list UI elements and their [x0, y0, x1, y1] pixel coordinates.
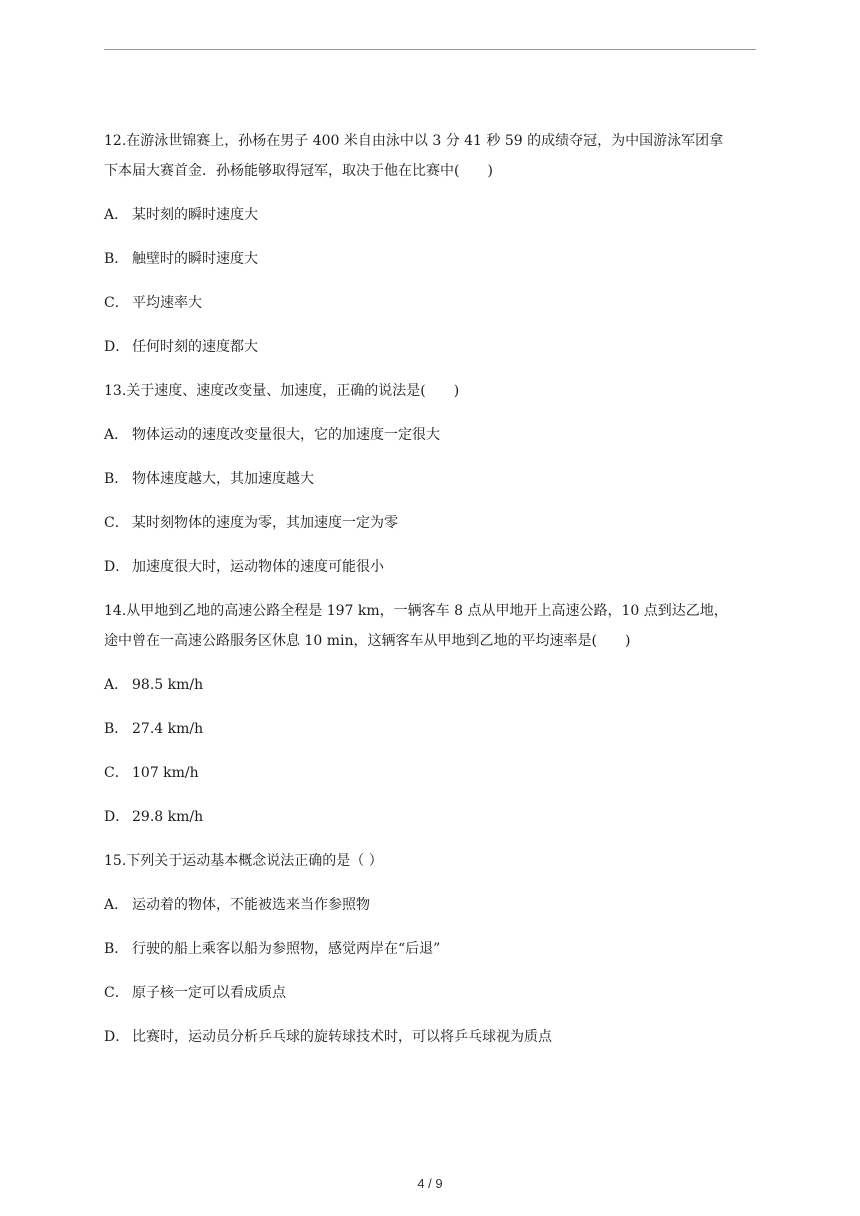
option-d: D． 加速度很大时，运动物体的速度可能很小 — [104, 559, 384, 575]
option-d: D． 29.8 km/h — [104, 809, 204, 825]
question-stem: 15.下列关于运动基本概念说法正确的是（ ） — [104, 853, 383, 869]
question-stem: 13.关于速度、速度改变量、加速度，正确的说法是( ) — [104, 383, 460, 399]
option-c: C． 107 km/h — [104, 765, 199, 781]
option-d: D． 任何时刻的速度都大 — [104, 339, 258, 355]
question-15 — [104, 846, 764, 1052]
option-a: A． 某时刻的瞬时速度大 — [104, 207, 258, 223]
question-13 — [104, 376, 764, 582]
option-a: A． 物体运动的速度改变量很大，它的加速度一定很大 — [104, 427, 440, 443]
option-b: B． 27.4 km/h — [104, 721, 204, 737]
option-b: B． 行驶的船上乘客以船为参照物，感觉两岸在“后退” — [104, 941, 441, 957]
question-12 — [104, 126, 764, 362]
option-c: C． 某时刻物体的速度为零，其加速度一定为零 — [104, 515, 398, 531]
option-b: B． 物体速度越大，其加速度越大 — [104, 471, 314, 487]
question-stem: 14.从甲地到乙地的高速公路全程是 197 km，一辆客车 8 点从甲地开上高速公路，10 点到达乙地， 途中曾在一高速公路服务区休息 10 min，这辆客车从甲地到乙地的平均速率是( ) — [104, 603, 728, 649]
option-a: A． 98.5 km/h — [104, 677, 204, 693]
header-rule — [104, 49, 756, 50]
option-c: C． 原子核一定可以看成质点 — [104, 985, 286, 1001]
option-c: C． 平均速率大 — [104, 295, 202, 311]
option-a: A． 运动着的物体，不能被选来当作参照物 — [104, 897, 370, 913]
option-d: D． 比赛时，运动员分析乒乓球的旋转球技术时，可以将乒乓球视为质点 — [104, 1029, 552, 1045]
document-body — [104, 126, 764, 1066]
question-14 — [104, 596, 764, 832]
page-number: 4 / 9 — [417, 1176, 443, 1191]
option-b: B． 触壁时的瞬时速度大 — [104, 251, 258, 267]
question-stem: 12.在游泳世锦赛上，孙杨在男子 400 米自由泳中以 3 分 41 秒 59 的成绩夺冠，为中国游泳军团拿 下本届大赛首金．孙杨能够取得冠军，取决于他在比赛中( ) — [104, 133, 724, 179]
